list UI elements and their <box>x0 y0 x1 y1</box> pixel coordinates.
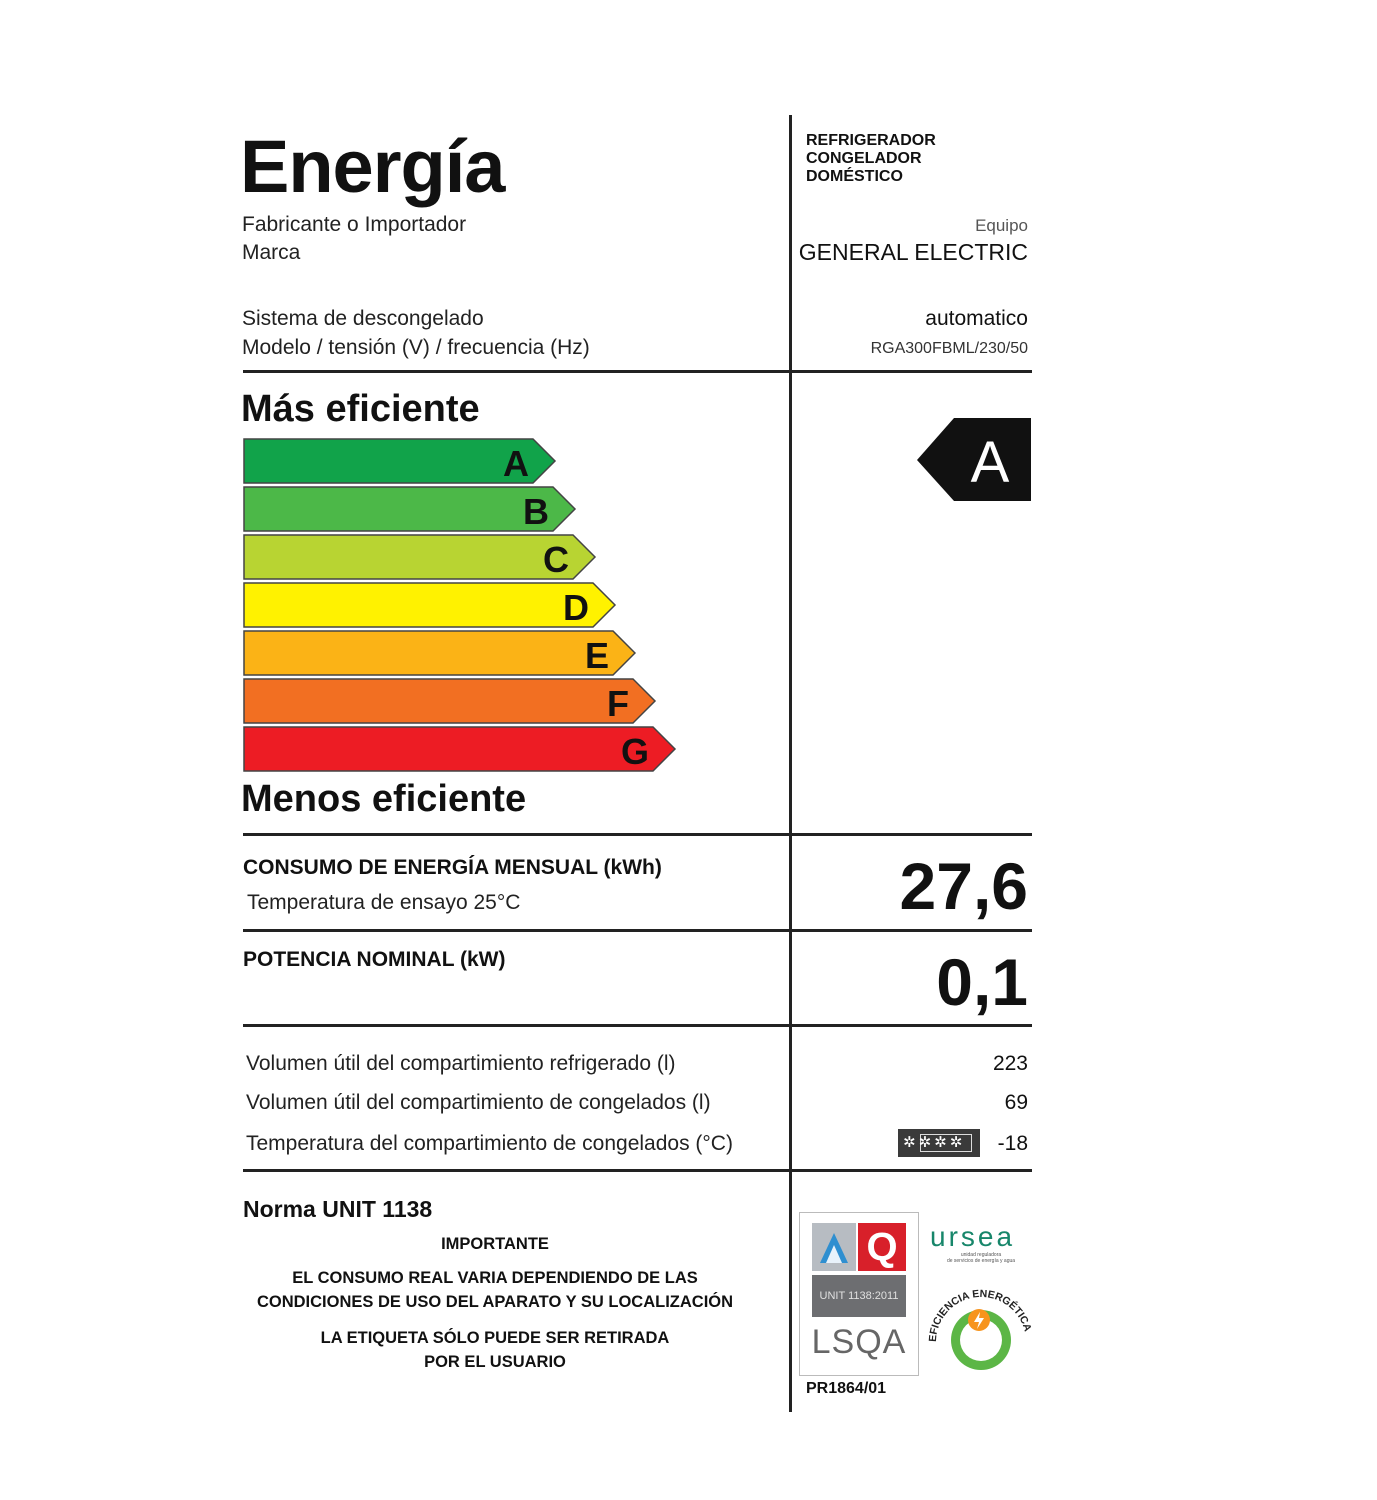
rating-letter: A <box>970 430 1010 495</box>
efficiency-class-b <box>243 486 577 530</box>
power-value: 0,1 <box>936 945 1028 1019</box>
spec-value: 223 <box>992 1052 1028 1075</box>
consumption-label: CONSUMO DE ENERGÍA MENSUAL (kWh) <box>243 856 662 879</box>
power-label: POTENCIA NOMINAL (kW) <box>243 948 506 971</box>
lsqa-certification-logo: Q UNIT 1138:2011 LSQA <box>799 1212 919 1376</box>
svg-text:EFICIENCIA ENERGÉTICA: EFICIENCIA ENERGÉTICA <box>926 1287 1034 1343</box>
efficiency-class-c <box>243 534 597 578</box>
model-label: Modelo / tensión (V) / frecuencia (Hz) <box>242 336 590 359</box>
efficiency-class-letter: B <box>523 491 549 532</box>
divider <box>243 833 1032 836</box>
efficiency-class-f <box>243 678 657 722</box>
column-divider <box>789 115 792 1412</box>
defrost-label: Sistema de descongelado <box>242 307 484 330</box>
divider <box>243 929 1032 932</box>
spec-label: Volumen útil del compartimiento refrigerado (l) <box>246 1052 676 1075</box>
consumption-sublabel: Temperatura de ensayo 25°C <box>247 891 521 914</box>
spec-value: 69 <box>1004 1091 1028 1114</box>
spec-value: -18 <box>997 1132 1028 1155</box>
less-efficient-label: Menos eficiente <box>241 778 527 820</box>
defrost-value: automatico <box>925 307 1028 330</box>
equipment-label: Equipo <box>975 216 1028 235</box>
efficiency-class-letter: A <box>503 443 529 484</box>
rating-indicator <box>917 418 1032 507</box>
efficiency-class-a <box>243 438 557 482</box>
label-title: Energía <box>240 125 505 208</box>
more-efficient-label: Más eficiente <box>241 388 480 430</box>
efficiency-class-letter: C <box>543 539 569 580</box>
important-heading: IMPORTANTE <box>441 1235 549 1253</box>
efficiency-class-e <box>243 630 637 674</box>
spec-label: Volumen útil del compartimiento de congelados (l) <box>246 1091 711 1114</box>
efficiency-class-letter: D <box>563 587 589 628</box>
efficiency-class-letter: E <box>584 635 609 676</box>
norm-label: Norma UNIT 1138 <box>243 1196 433 1222</box>
brand-value: GENERAL ELECTRIC <box>798 239 1028 265</box>
divider <box>243 370 1032 373</box>
freezer-star-rating-icon: ✲✲✲✲ <box>898 1129 980 1157</box>
divider <box>243 1169 1032 1172</box>
consumption-value: 27,6 <box>899 849 1028 923</box>
appliance-category: REFRIGERADOR CONGELADOR DOMÉSTICO <box>806 132 936 185</box>
efficiency-class-letter: G <box>620 731 649 772</box>
divider <box>243 1024 1032 1027</box>
ursea-logo: ursea unidad reguladora de servicios de energía y agua <box>930 1221 1016 1264</box>
model-value: RGA300FBML/230/50 <box>870 340 1028 357</box>
certification-code: PR1864/01 <box>806 1380 887 1397</box>
energy-efficiency-seal-icon <box>924 1282 1034 1382</box>
efficiency-class-g <box>243 726 677 770</box>
brand-label: Marca <box>242 241 301 264</box>
spec-label: Temperatura del compartimiento de congelados (°C) <box>246 1132 733 1155</box>
efficiency-class-letter: F <box>607 683 629 724</box>
notice-consumption: EL CONSUMO REAL VARIA DEPENDIENDO DE LAS CONDICIONES DE USO DEL APARATO Y SU LOCALIZACIÓN <box>256 1269 734 1311</box>
manufacturer-label: Fabricante o Importador <box>242 213 467 236</box>
efficiency-class-d <box>243 582 617 626</box>
notice-removal: LA ETIQUETA SÓLO PUEDE SER RETIRADA POR EL USUARIO <box>320 1329 670 1371</box>
